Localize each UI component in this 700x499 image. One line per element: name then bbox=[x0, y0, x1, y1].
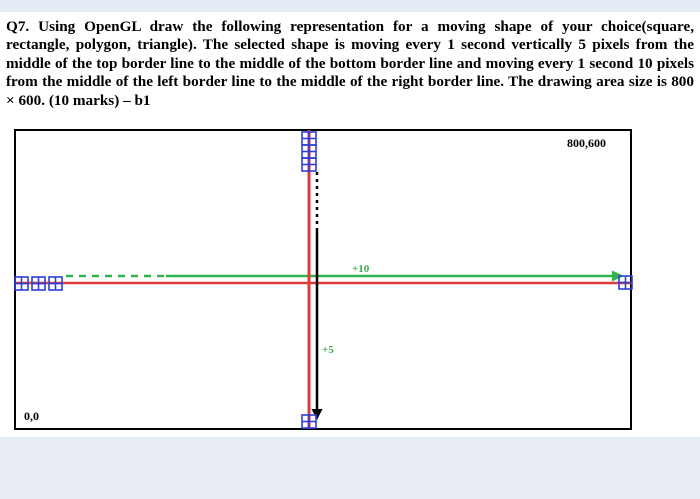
horizontal-step-label: +10 bbox=[352, 263, 370, 275]
question-text: Q7. Using OpenGL draw the following representation for a moving shape of your choice(square, rectangle, polygon, triangle). The selected shape is moving every 1 second vertically 5 pixels from the middle of the top border line to the middle of the bottom border line and moving every 1 second 10 pixels from the middle of the left border line to the middle of the right border line. The drawing area size is 800 × 600. (10 marks) – b1 bbox=[6, 18, 694, 109]
vertical-step-label: +5 bbox=[322, 344, 334, 356]
corner-label-bottom-left: 0,0 bbox=[24, 409, 39, 423]
bottom-band bbox=[0, 437, 700, 499]
top-squares bbox=[302, 132, 316, 171]
drawing-area-border bbox=[15, 130, 631, 429]
left-squares bbox=[15, 277, 62, 290]
bottom-square bbox=[302, 415, 316, 428]
corner-label-top-right: 800,600 bbox=[567, 136, 606, 150]
